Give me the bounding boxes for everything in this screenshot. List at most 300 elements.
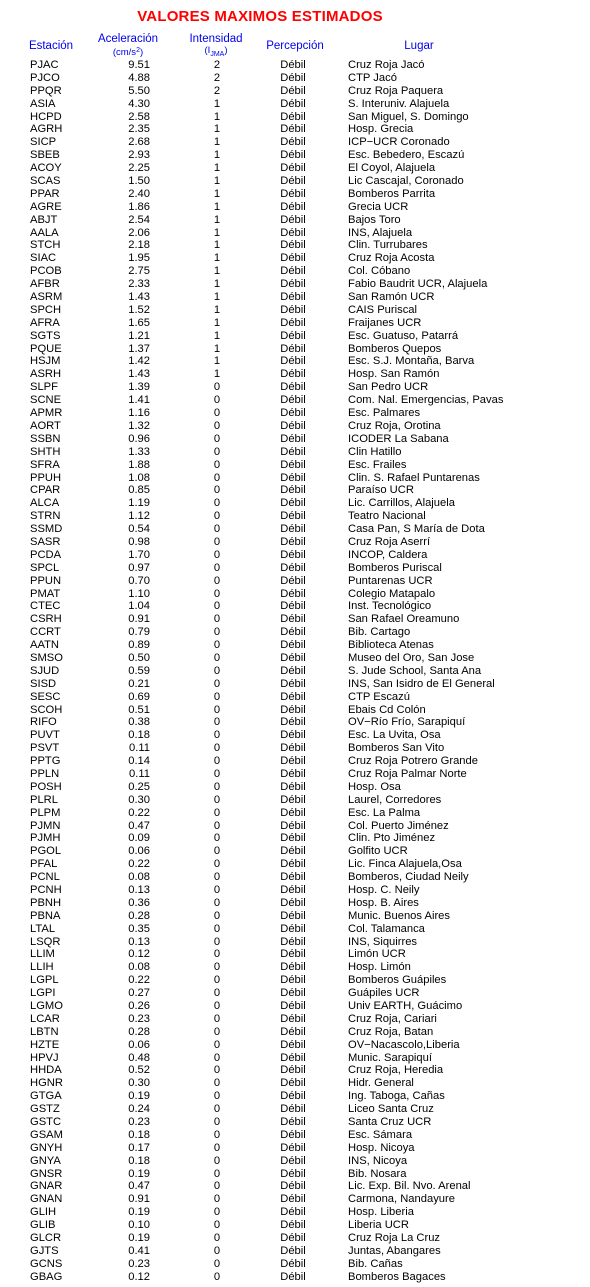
location-name: Museo del Oro, San Jose — [348, 651, 475, 664]
station-code: CSRH — [30, 613, 62, 626]
perception-value: Débil — [280, 1154, 306, 1167]
location-name: San Rafael Oreamuno — [348, 613, 460, 626]
table-row — [0, 1052, 590, 1065]
station-code: AGRE — [30, 200, 62, 213]
station-code: AALA — [30, 226, 59, 239]
station-code: PCOB — [30, 265, 62, 278]
table-row — [0, 304, 590, 317]
intensity-value: 0 — [213, 1000, 221, 1013]
acceleration-value: 1.33 — [128, 445, 150, 458]
location-name: El Coyol, Alajuela — [348, 162, 436, 175]
intensity-value: 0 — [213, 922, 221, 935]
station-code: HPVJ — [30, 1051, 59, 1064]
header-lugar — [390, 40, 448, 52]
location-name: Bib. Cañas — [348, 1257, 403, 1270]
perception-value: Débil — [280, 1244, 306, 1257]
station-code: GLCR — [30, 1232, 62, 1245]
table-row — [0, 704, 590, 717]
station-code: PPUN — [30, 574, 62, 587]
station-code: CTEC — [30, 600, 61, 613]
intensity-value: 0 — [213, 1257, 221, 1270]
perception-value: Débil — [280, 832, 306, 845]
location-name: OV−Río Frío, Sarapiquí — [348, 716, 466, 729]
acceleration-value: 0.28 — [128, 1025, 150, 1038]
acceleration-value: 4.88 — [128, 71, 150, 84]
station-code: SHTH — [30, 445, 61, 458]
station-code: RIFO — [30, 716, 57, 729]
intensity-value: 0 — [213, 948, 221, 961]
table-row — [0, 484, 590, 497]
acceleration-value: 0.52 — [128, 1064, 150, 1077]
perception-value: Débil — [280, 896, 306, 909]
table-row — [0, 446, 590, 459]
intensity-value: 0 — [213, 767, 221, 780]
perception-value: Débil — [280, 59, 306, 71]
station-code: GCNS — [30, 1257, 63, 1270]
location-name: Lic. Exp. Bil. Nvo. Arenal — [348, 1180, 471, 1193]
intensity-value: 2 — [213, 59, 221, 71]
table-row — [0, 1064, 590, 1077]
intensity-value: 1 — [213, 252, 221, 265]
station-code: PMAT — [30, 587, 61, 600]
intensity-value: 1 — [213, 123, 221, 136]
station-code: HHDA — [30, 1064, 62, 1077]
table-row — [0, 768, 590, 781]
table-row — [0, 1000, 590, 1013]
acceleration-value: 0.11 — [129, 767, 150, 780]
acceleration-value: 1.32 — [128, 419, 150, 432]
intensity-value: 0 — [213, 858, 221, 871]
table-row — [0, 1168, 590, 1181]
location-name: Com. Nal. Emergencias, Pavas — [348, 394, 504, 407]
unit-open: (I — [204, 45, 211, 56]
unit-base: (cm/s — [112, 47, 137, 58]
intensity-value: 0 — [213, 974, 221, 987]
perception-value: Débil — [280, 329, 306, 342]
perception-value: Débil — [280, 819, 306, 832]
station-code: PCNH — [30, 884, 62, 896]
location-name: Cruz Roja Potrero Grande — [348, 755, 478, 768]
table-row — [0, 923, 590, 936]
perception-value: Débil — [280, 1167, 306, 1180]
location-name: Cruz Roja, Cariari — [348, 1012, 437, 1025]
station-code: HGNR — [30, 1077, 63, 1090]
acceleration-value: 0.48 — [128, 1051, 150, 1064]
station-code: SASR — [30, 535, 61, 548]
intensity-value: 0 — [213, 651, 221, 664]
intensity-value: 0 — [213, 806, 221, 819]
perception-value: Débil — [280, 1025, 306, 1038]
table-row — [0, 807, 590, 820]
perception-value: Débil — [280, 1038, 306, 1051]
station-code: LTAL — [30, 922, 56, 935]
acceleration-value: 0.23 — [128, 1257, 150, 1270]
station-code: GNYH — [30, 1141, 63, 1154]
table-row — [0, 1271, 590, 1284]
acceleration-value: 2.18 — [128, 239, 150, 252]
station-code: SCOH — [30, 703, 63, 716]
table-row — [0, 85, 590, 98]
table-row — [0, 961, 590, 974]
intensity-value: 0 — [213, 1219, 221, 1232]
acceleration-value: 0.18 — [128, 1154, 150, 1167]
table-row — [0, 1116, 590, 1129]
intensity-value: 0 — [213, 871, 221, 884]
intensity-value: 1 — [213, 162, 221, 175]
perception-value: Débil — [280, 1257, 306, 1270]
intensity-value: 0 — [213, 729, 221, 742]
intensity-value: 0 — [213, 471, 221, 484]
table-row — [0, 123, 590, 136]
intensity-value: 0 — [213, 677, 221, 690]
perception-value: Débil — [280, 1064, 306, 1077]
intensity-value: 0 — [213, 1051, 221, 1064]
intensity-value: 0 — [213, 445, 221, 458]
acceleration-value: 0.21 — [128, 677, 150, 690]
station-code: GSAM — [30, 1128, 63, 1141]
location-name: Cruz Roja, Orotina — [348, 419, 441, 432]
acceleration-value: 0.47 — [128, 1180, 150, 1193]
perception-value: Débil — [280, 1232, 306, 1245]
location-name: CTP Jacó — [348, 71, 397, 84]
perception-value: Débil — [280, 626, 306, 639]
intensity-value: 1 — [213, 226, 221, 239]
location-name: Cruz Roja Aserrí — [348, 535, 431, 548]
acceleration-value: 2.25 — [128, 162, 150, 175]
intensity-value: 0 — [213, 1025, 221, 1038]
location-name: Lic Cascajal, Coronado — [348, 175, 464, 188]
perception-value: Débil — [280, 458, 306, 471]
intensity-value: 0 — [213, 703, 221, 716]
acceleration-value: 0.51 — [128, 703, 150, 716]
station-code: GNYA — [30, 1154, 61, 1167]
station-code: ABJT — [30, 213, 58, 226]
table-row — [0, 794, 590, 807]
location-name: Liceo Santa Cruz — [348, 1103, 434, 1116]
table-row — [0, 1155, 590, 1168]
acceleration-value: 1.04 — [128, 600, 150, 613]
station-code: LGPL — [30, 974, 59, 987]
intensity-value: 0 — [213, 1244, 221, 1257]
table-row — [0, 381, 590, 394]
intensity-value: 0 — [213, 561, 221, 574]
location-name: Cruz Roja Acosta — [348, 252, 435, 265]
intensity-value: 1 — [213, 342, 221, 355]
acceleration-value: 0.98 — [128, 535, 150, 548]
intensity-value: 0 — [213, 458, 221, 471]
acceleration-value: 1.08 — [128, 471, 150, 484]
table-row — [0, 214, 590, 227]
header-percepcion-label: Percepción — [266, 40, 324, 52]
table-row — [0, 278, 590, 291]
perception-value: Débil — [280, 1141, 306, 1154]
perception-value: Débil — [280, 1116, 306, 1129]
perception-value: Débil — [280, 742, 306, 755]
perception-value: Débil — [280, 729, 306, 742]
station-code: ASRH — [30, 368, 62, 381]
location-name: Limón UCR — [348, 948, 406, 961]
perception-value: Débil — [280, 690, 306, 703]
acceleration-value: 1.50 — [128, 175, 150, 188]
table-row — [0, 562, 590, 575]
station-code: APMR — [30, 407, 63, 420]
location-name: Clin Hatillo — [348, 445, 402, 458]
perception-value: Débil — [280, 858, 306, 871]
acceleration-value: 0.23 — [128, 1012, 150, 1025]
acceleration-value: 0.09 — [128, 832, 150, 845]
intensity-value: 0 — [213, 845, 221, 858]
perception-value: Débil — [280, 71, 306, 84]
table-row — [0, 678, 590, 691]
perception-value: Débil — [280, 484, 306, 497]
perception-value: Débil — [280, 97, 306, 110]
location-name: Lic. Carrillos, Alajuela — [348, 497, 455, 510]
station-code: PQUE — [30, 342, 62, 355]
acceleration-value: 0.50 — [128, 651, 150, 664]
table-row — [0, 910, 590, 923]
table-row — [0, 845, 590, 858]
table-row — [0, 588, 590, 601]
intensity-value: 0 — [213, 716, 221, 729]
location-name: San Pedro UCR — [348, 381, 429, 394]
location-name: Hosp. San Ramón — [348, 368, 440, 381]
perception-value: Débil — [280, 200, 306, 213]
intensity-value: 0 — [213, 896, 221, 909]
intensity-value: 1 — [213, 187, 221, 200]
acceleration-value: 0.22 — [128, 806, 150, 819]
table-row — [0, 1039, 590, 1052]
location-name: Liberia UCR — [348, 1219, 409, 1232]
station-code: AGRH — [30, 123, 63, 136]
perception-value: Débil — [280, 226, 306, 239]
location-name: Bib. Nosara — [348, 1167, 407, 1180]
intensity-value: 0 — [213, 1232, 221, 1245]
table-row — [0, 1026, 590, 1039]
acceleration-value: 4.30 — [128, 97, 150, 110]
location-name: Hosp. Nicoya — [348, 1141, 415, 1154]
intensity-value: 0 — [213, 613, 221, 626]
location-name: Cruz Roja Palmar Norte — [348, 767, 467, 780]
station-code: ASIA — [30, 97, 56, 110]
location-name: Col. Puerto Jiménez — [348, 819, 449, 832]
acceleration-value: 0.30 — [128, 793, 150, 806]
table-row — [0, 626, 590, 639]
acceleration-value: 0.97 — [128, 561, 150, 574]
station-code: PFAL — [30, 858, 58, 871]
station-code: LLIH — [30, 961, 54, 974]
perception-value: Débil — [280, 974, 306, 987]
perception-value: Débil — [280, 316, 306, 329]
acceleration-value: 0.19 — [128, 1232, 150, 1245]
perception-value: Débil — [280, 587, 306, 600]
location-name: Laurel, Corredores — [348, 793, 442, 806]
acceleration-value: 0.06 — [128, 1038, 150, 1051]
location-name: San Ramón UCR — [348, 291, 435, 304]
acceleration-value: 1.39 — [128, 381, 150, 394]
intensity-value: 0 — [213, 742, 221, 755]
location-name: Col. Talamanca — [348, 922, 425, 935]
perception-value: Débil — [280, 291, 306, 304]
table-row — [0, 343, 590, 356]
acceleration-value: 1.86 — [128, 200, 150, 213]
table-row — [0, 716, 590, 729]
intensity-value: 0 — [213, 1167, 221, 1180]
station-code: HZTE — [30, 1038, 60, 1051]
station-code: ALCA — [30, 497, 60, 510]
acceleration-value: 2.33 — [128, 278, 150, 291]
acceleration-value: 2.40 — [128, 187, 150, 200]
perception-value: Débil — [280, 1270, 306, 1283]
intensity-value: 0 — [213, 664, 221, 677]
table-row — [0, 575, 590, 588]
perception-value: Débil — [280, 600, 306, 613]
table-row — [0, 239, 590, 252]
table-row — [0, 420, 590, 433]
intensity-value: 1 — [213, 149, 221, 162]
perception-value: Débil — [280, 394, 306, 407]
station-code: SCNE — [30, 394, 62, 407]
perception-value: Débil — [280, 136, 306, 149]
station-code: PPTG — [30, 755, 61, 768]
acceleration-value: 0.14 — [128, 755, 150, 768]
location-name: Hosp. B. Aires — [348, 896, 419, 909]
perception-value: Débil — [280, 149, 306, 162]
station-code: SJUD — [30, 664, 60, 677]
table-row — [0, 317, 590, 330]
station-code: POSH — [30, 780, 62, 793]
acceleration-value: 2.93 — [128, 149, 150, 162]
acceleration-value: 0.96 — [128, 432, 150, 445]
station-code: LGMO — [30, 1000, 63, 1013]
acceleration-value: 2.54 — [128, 213, 150, 226]
station-code: AATN — [30, 639, 60, 652]
location-name: ICODER La Sabana — [348, 432, 449, 445]
station-code: AFRA — [30, 316, 60, 329]
station-code: SIAC — [30, 252, 57, 265]
location-name: Esc. S.J. Montaña, Barva — [348, 355, 475, 368]
station-code: PCNL — [30, 871, 60, 884]
station-code: PBNH — [30, 896, 62, 909]
acceleration-value: 0.28 — [128, 909, 150, 922]
acceleration-value: 2.75 — [128, 265, 150, 278]
location-name: Bomberos Parrita — [348, 187, 436, 200]
station-code: PLRL — [30, 793, 58, 806]
perception-value: Débil — [280, 278, 306, 291]
perception-value: Débil — [280, 432, 306, 445]
intensity-value: 0 — [213, 523, 221, 536]
table-row — [0, 832, 590, 845]
acceleration-value: 0.17 — [128, 1141, 150, 1154]
table-row — [0, 265, 590, 278]
perception-value: Débil — [280, 252, 306, 265]
intensity-value: 0 — [213, 884, 221, 896]
table-row — [0, 188, 590, 201]
location-name: Hosp. Grecia — [348, 123, 414, 136]
table-row — [0, 394, 590, 407]
intensity-value: 1 — [213, 329, 221, 342]
perception-value: Débil — [280, 419, 306, 432]
acceleration-value: 0.91 — [128, 1193, 150, 1206]
table-row — [0, 729, 590, 742]
header-intensidad — [180, 33, 252, 61]
perception-value: Débil — [280, 780, 306, 793]
location-name: Cruz Roja, Batan — [348, 1025, 434, 1038]
station-code: PJCO — [30, 71, 60, 84]
table-row — [0, 1180, 590, 1193]
station-code: ASRM — [30, 291, 63, 304]
acceleration-value: 0.19 — [128, 1167, 150, 1180]
station-code: GNAN — [30, 1193, 63, 1206]
table-row — [0, 201, 590, 214]
perception-value: Débil — [280, 1180, 306, 1193]
station-code: SLPF — [30, 381, 58, 394]
location-name: INCOP, Caldera — [348, 548, 428, 561]
intensity-value: 2 — [213, 71, 221, 84]
table-row — [0, 536, 590, 549]
perception-value: Débil — [280, 368, 306, 381]
location-name: Bomberos, Ciudad Neily — [348, 871, 469, 884]
table-row — [0, 858, 590, 871]
location-name: San Miguel, S. Domingo — [348, 110, 469, 123]
station-code: LBTN — [30, 1025, 59, 1038]
table-row — [0, 136, 590, 149]
station-code: GTGA — [30, 1090, 62, 1103]
intensity-value: 1 — [213, 97, 221, 110]
header-intensidad-label: Intensidad — [189, 33, 243, 45]
perception-value: Débil — [280, 265, 306, 278]
acceleration-value: 1.52 — [128, 303, 150, 316]
table-row — [0, 665, 590, 678]
location-name: Bomberos San Vito — [348, 742, 445, 755]
station-code: PLPM — [30, 806, 61, 819]
perception-value: Débil — [280, 523, 306, 536]
location-name: Esc. La Uvita, Osa — [348, 729, 441, 742]
station-code: SMSO — [30, 651, 63, 664]
location-name: S. Interuniv. Alajuela — [348, 97, 450, 110]
table-row — [0, 549, 590, 562]
location-name: CTP Escazú — [348, 690, 410, 703]
station-code: HCPD — [30, 110, 62, 123]
location-name: Santa Cruz UCR — [348, 1116, 432, 1129]
intensity-value: 0 — [213, 432, 221, 445]
acceleration-value: 0.13 — [128, 884, 150, 896]
station-code: PSVT — [30, 742, 60, 755]
intensity-value: 0 — [213, 381, 221, 394]
station-code: ACOY — [30, 162, 62, 175]
acceleration-value: 1.16 — [128, 407, 150, 420]
table-row — [0, 459, 590, 472]
table-row — [0, 330, 590, 343]
location-name: INS, Alajuela — [348, 226, 413, 239]
intensity-value: 1 — [213, 110, 221, 123]
acceleration-value: 0.41 — [128, 1244, 150, 1257]
acceleration-value: 0.47 — [128, 819, 150, 832]
location-name: CAIS Puriscal — [348, 303, 418, 316]
intensity-value: 0 — [213, 1064, 221, 1077]
intensity-value: 1 — [213, 239, 221, 252]
intensity-value: 1 — [213, 265, 221, 278]
location-name: Hosp. Osa — [348, 780, 401, 793]
perception-value: Débil — [280, 574, 306, 587]
perception-value: Débil — [280, 1012, 306, 1025]
table-row — [0, 368, 590, 381]
acceleration-value: 9.51 — [128, 59, 150, 71]
perception-value: Débil — [280, 1077, 306, 1090]
station-code: PCDA — [30, 548, 62, 561]
acceleration-value: 0.69 — [128, 690, 150, 703]
intensity-value: 0 — [213, 819, 221, 832]
perception-value: Débil — [280, 407, 306, 420]
